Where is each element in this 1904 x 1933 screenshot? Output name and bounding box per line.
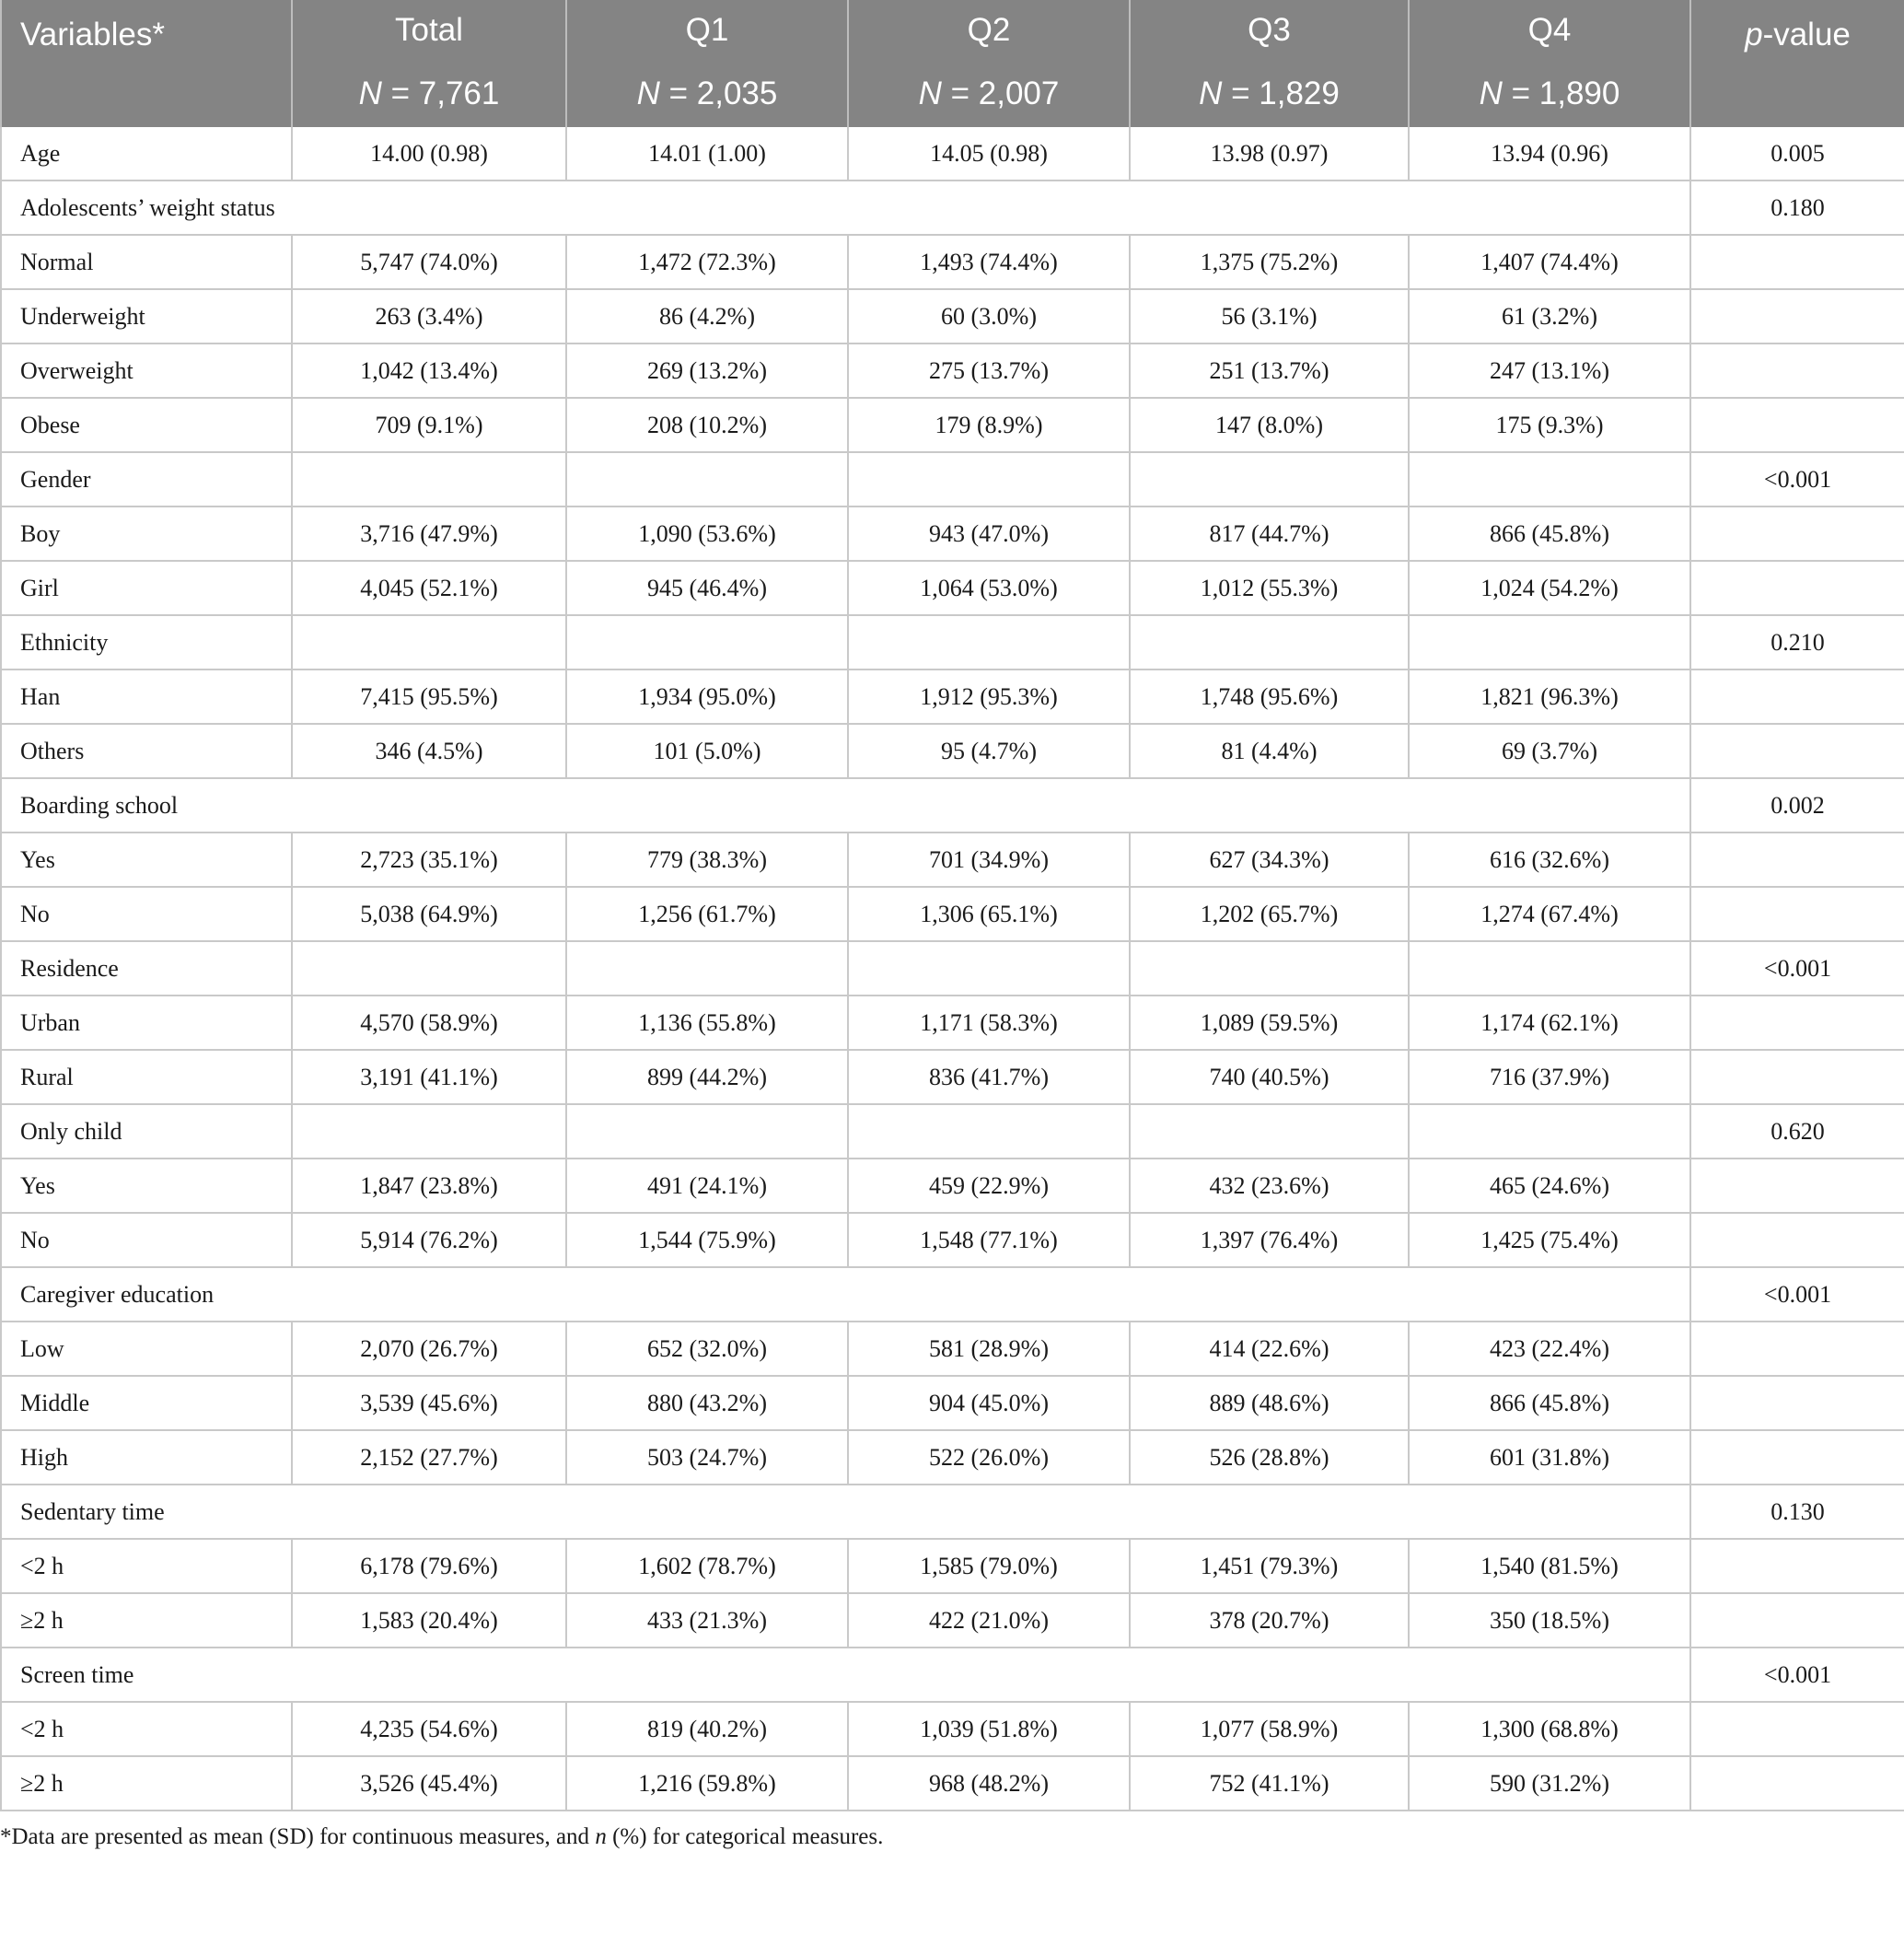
cell-value: 1,300 (68.8%) xyxy=(1409,1702,1690,1756)
row-label: Boarding school xyxy=(1,778,1690,833)
cell-value: 2,070 (26.7%) xyxy=(292,1322,566,1376)
cell-p-value: <0.001 xyxy=(1690,1648,1904,1702)
cell-value xyxy=(1130,615,1409,670)
cell-p-value xyxy=(1690,235,1904,289)
cell-p-value xyxy=(1690,1159,1904,1213)
table-row xyxy=(1,127,1904,180)
cell-value xyxy=(292,941,566,996)
table-row xyxy=(1,1485,1904,1539)
footnote-text-start: *Data are presented as mean (SD) for continuous measures, and xyxy=(0,1824,596,1849)
cell-value: 3,526 (45.4%) xyxy=(292,1756,566,1811)
cell-value: 86 (4.2%) xyxy=(566,289,848,344)
cell-value: 4,045 (52.1%) xyxy=(292,561,566,615)
cell-value: 208 (10.2%) xyxy=(566,398,848,452)
cell-value: 1,912 (95.3%) xyxy=(848,670,1130,724)
cell-value xyxy=(566,452,848,507)
cell-value: 709 (9.1%) xyxy=(292,398,566,452)
cell-p-value: <0.001 xyxy=(1690,1267,1904,1322)
table-row xyxy=(1,778,1904,833)
table-row xyxy=(1,615,1904,670)
cell-value: 819 (40.2%) xyxy=(566,1702,848,1756)
cell-value xyxy=(848,615,1130,670)
cell-value: 716 (37.9%) xyxy=(1409,1050,1690,1104)
cell-value: 263 (3.4%) xyxy=(292,289,566,344)
cell-value: 1,425 (75.4%) xyxy=(1409,1213,1690,1267)
cell-value: 945 (46.4%) xyxy=(566,561,848,615)
n-symbol: N xyxy=(358,76,382,111)
cell-p-value: <0.001 xyxy=(1690,941,1904,996)
cell-value: 1,472 (72.3%) xyxy=(566,235,848,289)
cell-p-value xyxy=(1690,1756,1904,1811)
n-symbol: N xyxy=(1479,76,1503,111)
cell-value: 247 (13.1%) xyxy=(1409,344,1690,398)
cell-p-value xyxy=(1690,398,1904,452)
cell-value: 1,077 (58.9%) xyxy=(1130,1702,1409,1756)
cell-value: 13.94 (0.96) xyxy=(1409,127,1690,180)
cell-value: 1,407 (74.4%) xyxy=(1409,235,1690,289)
cell-value: 526 (28.8%) xyxy=(1130,1430,1409,1485)
row-label: Gender xyxy=(1,452,292,507)
cell-value: 1,024 (54.2%) xyxy=(1409,561,1690,615)
cell-value: 1,216 (59.8%) xyxy=(566,1756,848,1811)
cell-value: 459 (22.9%) xyxy=(848,1159,1130,1213)
row-label: Middle xyxy=(1,1376,292,1430)
row-label: Only child xyxy=(1,1104,292,1159)
cell-value: 1,847 (23.8%) xyxy=(292,1159,566,1213)
cell-value: 880 (43.2%) xyxy=(566,1376,848,1430)
cell-value: 1,306 (65.1%) xyxy=(848,887,1130,941)
cell-value: 491 (24.1%) xyxy=(566,1159,848,1213)
row-label: Girl xyxy=(1,561,292,615)
cell-value: 836 (41.7%) xyxy=(848,1050,1130,1104)
cell-value: 652 (32.0%) xyxy=(566,1322,848,1376)
table-row xyxy=(1,1648,1904,1702)
cell-value: 1,602 (78.7%) xyxy=(566,1539,848,1593)
cell-value xyxy=(1409,615,1690,670)
table-row xyxy=(1,1430,1904,1485)
cell-value: 1,174 (62.1%) xyxy=(1409,996,1690,1050)
row-label: Han xyxy=(1,670,292,724)
cell-value: 1,274 (67.4%) xyxy=(1409,887,1690,941)
header-n-q4 xyxy=(1409,61,1690,127)
table-row xyxy=(1,1756,1904,1811)
row-label: No xyxy=(1,887,292,941)
header-q3: Q3 xyxy=(1130,0,1409,61)
cell-value: 175 (9.3%) xyxy=(1409,398,1690,452)
header-p-value xyxy=(1690,0,1904,127)
cell-value: 101 (5.0%) xyxy=(566,724,848,778)
table-row xyxy=(1,724,1904,778)
header-total: Total xyxy=(292,0,566,61)
row-label: Screen time xyxy=(1,1648,1690,1702)
table-row xyxy=(1,398,1904,452)
table-header xyxy=(1,0,1904,127)
cell-value: 1,451 (79.3%) xyxy=(1130,1539,1409,1593)
table-row xyxy=(1,1376,1904,1430)
row-label: Normal xyxy=(1,235,292,289)
row-label: Boy xyxy=(1,507,292,561)
cell-value: 414 (22.6%) xyxy=(1130,1322,1409,1376)
cell-p-value: <0.001 xyxy=(1690,452,1904,507)
row-label: Underweight xyxy=(1,289,292,344)
row-label: Ethnicity xyxy=(1,615,292,670)
cell-p-value: 0.002 xyxy=(1690,778,1904,833)
table-row xyxy=(1,235,1904,289)
n-value: = 7,761 xyxy=(381,76,500,111)
cell-value xyxy=(848,941,1130,996)
cell-value: 1,064 (53.0%) xyxy=(848,561,1130,615)
cell-value: 1,493 (74.4%) xyxy=(848,235,1130,289)
cell-value: 433 (21.3%) xyxy=(566,1593,848,1648)
header-q2: Q2 xyxy=(848,0,1130,61)
table-row xyxy=(1,887,1904,941)
cell-value xyxy=(566,941,848,996)
cell-p-value xyxy=(1690,1702,1904,1756)
cell-value: 904 (45.0%) xyxy=(848,1376,1130,1430)
cell-value: 147 (8.0%) xyxy=(1130,398,1409,452)
cell-value: 503 (24.7%) xyxy=(566,1430,848,1485)
row-label: Obese xyxy=(1,398,292,452)
cell-value: 943 (47.0%) xyxy=(848,507,1130,561)
table-row xyxy=(1,1702,1904,1756)
header-q1: Q1 xyxy=(566,0,848,61)
row-label: ≥2 h xyxy=(1,1756,292,1811)
cell-value: 601 (31.8%) xyxy=(1409,1430,1690,1485)
header-row-labels xyxy=(1,0,1904,61)
cell-value: 251 (13.7%) xyxy=(1130,344,1409,398)
cell-p-value xyxy=(1690,887,1904,941)
table-row xyxy=(1,996,1904,1050)
cell-p-value xyxy=(1690,670,1904,724)
cell-value: 1,090 (53.6%) xyxy=(566,507,848,561)
cell-value: 179 (8.9%) xyxy=(848,398,1130,452)
cell-value xyxy=(292,452,566,507)
cell-value: 740 (40.5%) xyxy=(1130,1050,1409,1104)
row-label: Overweight xyxy=(1,344,292,398)
cell-value: 5,038 (64.9%) xyxy=(292,887,566,941)
cell-value: 1,202 (65.7%) xyxy=(1130,887,1409,941)
cell-value xyxy=(1130,452,1409,507)
cell-value: 899 (44.2%) xyxy=(566,1050,848,1104)
cell-value: 627 (34.3%) xyxy=(1130,833,1409,887)
table-row xyxy=(1,452,1904,507)
cell-value: 5,747 (74.0%) xyxy=(292,235,566,289)
cell-p-value xyxy=(1690,724,1904,778)
header-p-value-italic: p xyxy=(1745,17,1763,52)
cell-p-value xyxy=(1690,1213,1904,1267)
cell-value: 346 (4.5%) xyxy=(292,724,566,778)
row-label: Yes xyxy=(1,833,292,887)
cell-value: 14.05 (0.98) xyxy=(848,127,1130,180)
cell-value: 1,042 (13.4%) xyxy=(292,344,566,398)
cell-value: 13.98 (0.97) xyxy=(1130,127,1409,180)
cell-p-value xyxy=(1690,344,1904,398)
cell-p-value xyxy=(1690,1322,1904,1376)
cell-value: 581 (28.9%) xyxy=(848,1322,1130,1376)
n-symbol: N xyxy=(918,76,942,111)
cell-value: 522 (26.0%) xyxy=(848,1430,1130,1485)
cell-p-value: 0.130 xyxy=(1690,1485,1904,1539)
cell-value: 3,716 (47.9%) xyxy=(292,507,566,561)
cell-value: 817 (44.7%) xyxy=(1130,507,1409,561)
cell-value: 1,039 (51.8%) xyxy=(848,1702,1130,1756)
cell-value: 866 (45.8%) xyxy=(1409,1376,1690,1430)
cell-value: 1,397 (76.4%) xyxy=(1130,1213,1409,1267)
header-n-total xyxy=(292,61,566,127)
row-label: ≥2 h xyxy=(1,1593,292,1648)
table-row xyxy=(1,1593,1904,1648)
cell-value: 2,152 (27.7%) xyxy=(292,1430,566,1485)
n-value: = 1,829 xyxy=(1222,76,1340,111)
cell-value: 779 (38.3%) xyxy=(566,833,848,887)
cell-p-value xyxy=(1690,1539,1904,1593)
cell-value xyxy=(848,1104,1130,1159)
cell-p-value xyxy=(1690,1430,1904,1485)
table-row xyxy=(1,1322,1904,1376)
row-label: Caregiver education xyxy=(1,1267,1690,1322)
table-row xyxy=(1,1267,1904,1322)
cell-p-value xyxy=(1690,996,1904,1050)
row-label: Urban xyxy=(1,996,292,1050)
row-label: No xyxy=(1,1213,292,1267)
cell-value: 590 (31.2%) xyxy=(1409,1756,1690,1811)
cell-value: 889 (48.6%) xyxy=(1130,1376,1409,1430)
row-label: <2 h xyxy=(1,1539,292,1593)
row-label: Rural xyxy=(1,1050,292,1104)
cell-value: 616 (32.6%) xyxy=(1409,833,1690,887)
table-row xyxy=(1,833,1904,887)
cell-value: 1,548 (77.1%) xyxy=(848,1213,1130,1267)
table-row xyxy=(1,1213,1904,1267)
cell-value: 1,540 (81.5%) xyxy=(1409,1539,1690,1593)
cell-value: 69 (3.7%) xyxy=(1409,724,1690,778)
cell-value: 422 (21.0%) xyxy=(848,1593,1130,1648)
cell-value: 1,934 (95.0%) xyxy=(566,670,848,724)
footnote-italic-n: n xyxy=(595,1824,607,1849)
row-label: <2 h xyxy=(1,1702,292,1756)
footnote xyxy=(0,1811,1904,1850)
row-label: Adolescents’ weight status xyxy=(1,180,1690,235)
cell-value: 4,570 (58.9%) xyxy=(292,996,566,1050)
table-row xyxy=(1,289,1904,344)
cell-value: 3,191 (41.1%) xyxy=(292,1050,566,1104)
row-label: Age xyxy=(1,127,292,180)
cell-value: 1,748 (95.6%) xyxy=(1130,670,1409,724)
table-row xyxy=(1,180,1904,235)
table-row xyxy=(1,344,1904,398)
cell-value: 95 (4.7%) xyxy=(848,724,1130,778)
cell-value: 350 (18.5%) xyxy=(1409,1593,1690,1648)
cell-value: 1,171 (58.3%) xyxy=(848,996,1130,1050)
cell-value: 2,723 (35.1%) xyxy=(292,833,566,887)
cell-value: 61 (3.2%) xyxy=(1409,289,1690,344)
n-symbol: N xyxy=(636,76,660,111)
header-n-q3 xyxy=(1130,61,1409,127)
header-n-q1 xyxy=(566,61,848,127)
cell-value xyxy=(1409,1104,1690,1159)
n-value: = 2,007 xyxy=(941,76,1060,111)
cell-value: 7,415 (95.5%) xyxy=(292,670,566,724)
n-value: = 2,035 xyxy=(659,76,778,111)
cell-value: 6,178 (79.6%) xyxy=(292,1539,566,1593)
cell-value: 1,821 (96.3%) xyxy=(1409,670,1690,724)
cell-p-value xyxy=(1690,561,1904,615)
table-row xyxy=(1,1050,1904,1104)
cell-value: 378 (20.7%) xyxy=(1130,1593,1409,1648)
table-row xyxy=(1,941,1904,996)
cell-value: 1,256 (61.7%) xyxy=(566,887,848,941)
cell-value: 275 (13.7%) xyxy=(848,344,1130,398)
cell-value xyxy=(292,615,566,670)
table-row xyxy=(1,561,1904,615)
cell-value xyxy=(292,1104,566,1159)
n-symbol: N xyxy=(1199,76,1223,111)
cell-value xyxy=(566,1104,848,1159)
table-row xyxy=(1,1539,1904,1593)
cell-p-value: 0.005 xyxy=(1690,127,1904,180)
cell-value xyxy=(1130,941,1409,996)
footnote-text-end: (%) for categorical measures. xyxy=(606,1824,884,1849)
cell-value: 866 (45.8%) xyxy=(1409,507,1690,561)
table-row xyxy=(1,1159,1904,1213)
row-label: Residence xyxy=(1,941,292,996)
header-n-q2 xyxy=(848,61,1130,127)
row-label: High xyxy=(1,1430,292,1485)
cell-value: 81 (4.4%) xyxy=(1130,724,1409,778)
cell-value xyxy=(1130,1104,1409,1159)
cell-value: 701 (34.9%) xyxy=(848,833,1130,887)
cell-p-value xyxy=(1690,1376,1904,1430)
cell-value xyxy=(1409,941,1690,996)
cell-p-value: 0.210 xyxy=(1690,615,1904,670)
cell-p-value xyxy=(1690,833,1904,887)
cell-value: 5,914 (76.2%) xyxy=(292,1213,566,1267)
row-label: Others xyxy=(1,724,292,778)
row-label: Sedentary time xyxy=(1,1485,1690,1539)
cell-value: 1,089 (59.5%) xyxy=(1130,996,1409,1050)
cell-value: 1,012 (55.3%) xyxy=(1130,561,1409,615)
cell-p-value: 0.620 xyxy=(1690,1104,1904,1159)
table-row xyxy=(1,507,1904,561)
cell-value: 1,375 (75.2%) xyxy=(1130,235,1409,289)
cell-value: 423 (22.4%) xyxy=(1409,1322,1690,1376)
cell-p-value xyxy=(1690,289,1904,344)
cell-value: 1,136 (55.8%) xyxy=(566,996,848,1050)
cell-p-value xyxy=(1690,507,1904,561)
cell-p-value xyxy=(1690,1593,1904,1648)
cell-value xyxy=(566,615,848,670)
row-label: Yes xyxy=(1,1159,292,1213)
n-value: = 1,890 xyxy=(1502,76,1620,111)
header-variables: Variables* xyxy=(1,0,292,127)
cell-value: 3,539 (45.6%) xyxy=(292,1376,566,1430)
table-row xyxy=(1,670,1904,724)
cell-value: 752 (41.1%) xyxy=(1130,1756,1409,1811)
cell-value: 968 (48.2%) xyxy=(848,1756,1130,1811)
cell-value: 432 (23.6%) xyxy=(1130,1159,1409,1213)
row-label: Low xyxy=(1,1322,292,1376)
cell-value: 60 (3.0%) xyxy=(848,289,1130,344)
cell-value: 1,583 (20.4%) xyxy=(292,1593,566,1648)
cell-value: 14.01 (1.00) xyxy=(566,127,848,180)
header-p-value-suffix: -value xyxy=(1762,17,1851,52)
cell-value xyxy=(848,452,1130,507)
cell-value: 269 (13.2%) xyxy=(566,344,848,398)
cell-value: 14.00 (0.98) xyxy=(292,127,566,180)
cell-value: 465 (24.6%) xyxy=(1409,1159,1690,1213)
cell-p-value xyxy=(1690,1050,1904,1104)
table-row xyxy=(1,1104,1904,1159)
cell-p-value: 0.180 xyxy=(1690,180,1904,235)
cell-value xyxy=(1409,452,1690,507)
table-body xyxy=(1,127,1904,1811)
cell-value: 1,544 (75.9%) xyxy=(566,1213,848,1267)
header-q4: Q4 xyxy=(1409,0,1690,61)
cell-value: 4,235 (54.6%) xyxy=(292,1702,566,1756)
cell-value: 56 (3.1%) xyxy=(1130,289,1409,344)
cell-value: 1,585 (79.0%) xyxy=(848,1539,1130,1593)
